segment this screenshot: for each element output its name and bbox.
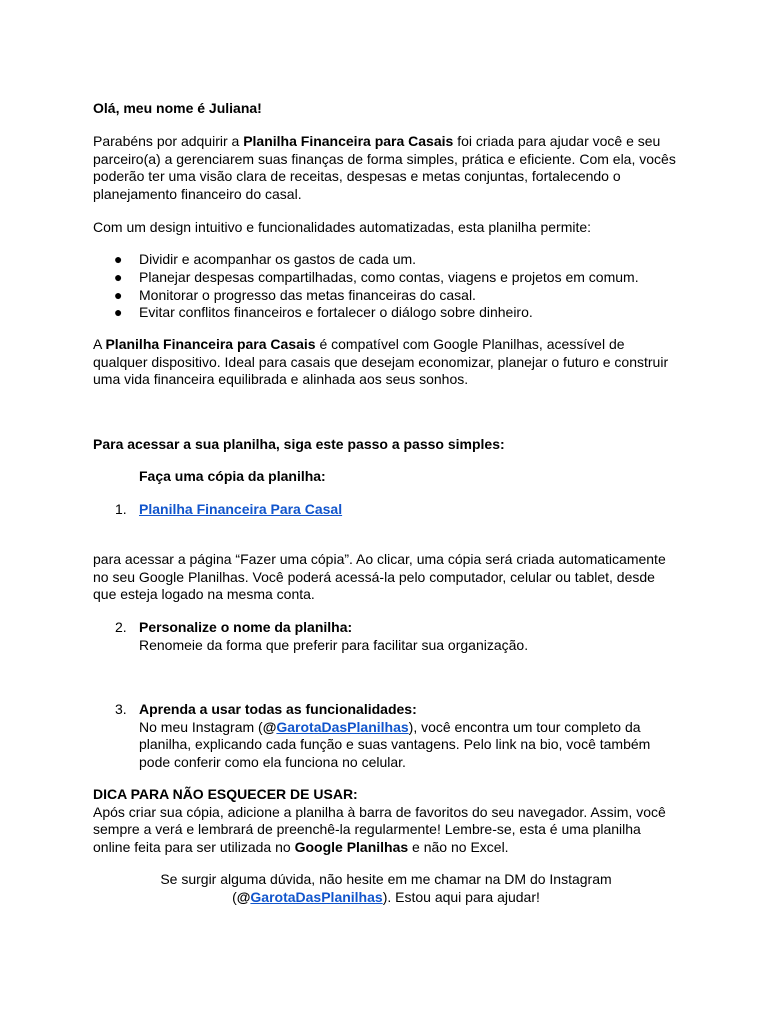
compatibility-paragraph: A Planilha Financeira para Casais é compatível com Google Planilhas, acessível de qualquer dispositivo. Ideal para casais que desejam economizar, planejar o futuro e construir uma vida financeira equilibrada e alinhada aos seus sonhos. — [93, 336, 669, 388]
step-number: 3. — [115, 701, 127, 717]
tip-title: DICA PARA NÃO ESQUECER DE USAR: — [93, 786, 358, 802]
spreadsheet-link[interactable]: Planilha Financeira Para Casal — [139, 501, 343, 517]
step-3: Aprenda a usar todas as funcionalidades: No meu Instagram (@GarotaDasPlanilhas), você encontra um tour completo da planilha, explicando cada função e suas vantagens. Pelo link na bio, você também pode conferir como ela funciona no celular. — [139, 701, 651, 770]
step-body: Renomeie da forma que preferir para facilitar sua organização. — [139, 636, 529, 653]
step-2 — [139, 619, 679, 654]
step-number: 1. — [115, 501, 127, 517]
bullet-icon: ● — [114, 304, 123, 320]
steps-heading: Para acessar a sua planilha, siga este passo a passo simples: — [93, 436, 505, 452]
list-item: Planejar despesas compartilhadas, como contas, viagens e projetos em comum. — [139, 269, 639, 285]
closing-paragraph: Se surgir alguma dúvida, não hesite em me chamar na DM do Instagram (@GarotaDasPlanilhas). Estou aqui para ajudar! — [160, 871, 612, 905]
step-title: Personalize o nome da planilha: — [139, 619, 353, 635]
step-number: 2. — [115, 619, 127, 635]
list-item: Evitar conflitos financeiros e fortalecer o diálogo sobre dinheiro. — [139, 304, 533, 320]
tip-block: DICA PARA NÃO ESQUECER DE USAR: Após criar sua cópia, adicione a planilha à barra de favoritos do seu navegador. Assim, você sempre a verá e lembrará de preenchê-la regularmente! Lembre-se, esta é uma planilha online feita para ser utilizada no Google Planilhas e não no Excel. — [93, 786, 666, 855]
bullet-icon: ● — [114, 287, 123, 303]
greeting-heading: Olá, meu nome é Juliana! — [93, 100, 262, 116]
list-item: Monitorar o progresso das metas financeiras do casal. — [139, 287, 476, 303]
instagram-link[interactable]: GarotaDasPlanilhas — [276, 718, 409, 735]
features-intro: Com um design intuitivo e funcionalidades automatizadas, esta planilha permite: — [93, 219, 592, 235]
copy-instructions: para acessar a página “Fazer uma cópia”. Ao clicar, uma cópia será criada automaticamente no seu Google Planilhas. Você poderá acessá-la pelo computador, celular ou tablet, desde que esteja logado na mesma conta. — [93, 551, 666, 603]
instagram-link[interactable]: GarotaDasPlanilhas — [250, 888, 383, 905]
bullet-icon: ● — [114, 251, 123, 267]
bullet-icon: ● — [114, 269, 123, 285]
list-item: Dividir e acompanhar os gastos de cada um. — [139, 251, 417, 267]
intro-paragraph: Parabéns por adquirir a Planilha Financeira para Casais foi criada para ajudar você e seu parceiro(a) a gerenciarem suas finanças de forma simples, prática e eficiente. Com ela, vocês poderão ter uma visão clara de receitas, despesas e metas conjuntas, fortalecendo o planejamento financeiro do casal. — [93, 133, 676, 202]
copy-heading: Faça uma cópia da planilha: — [139, 468, 326, 484]
step-title: Aprenda a usar todas as funcionalidades: — [139, 701, 417, 717]
